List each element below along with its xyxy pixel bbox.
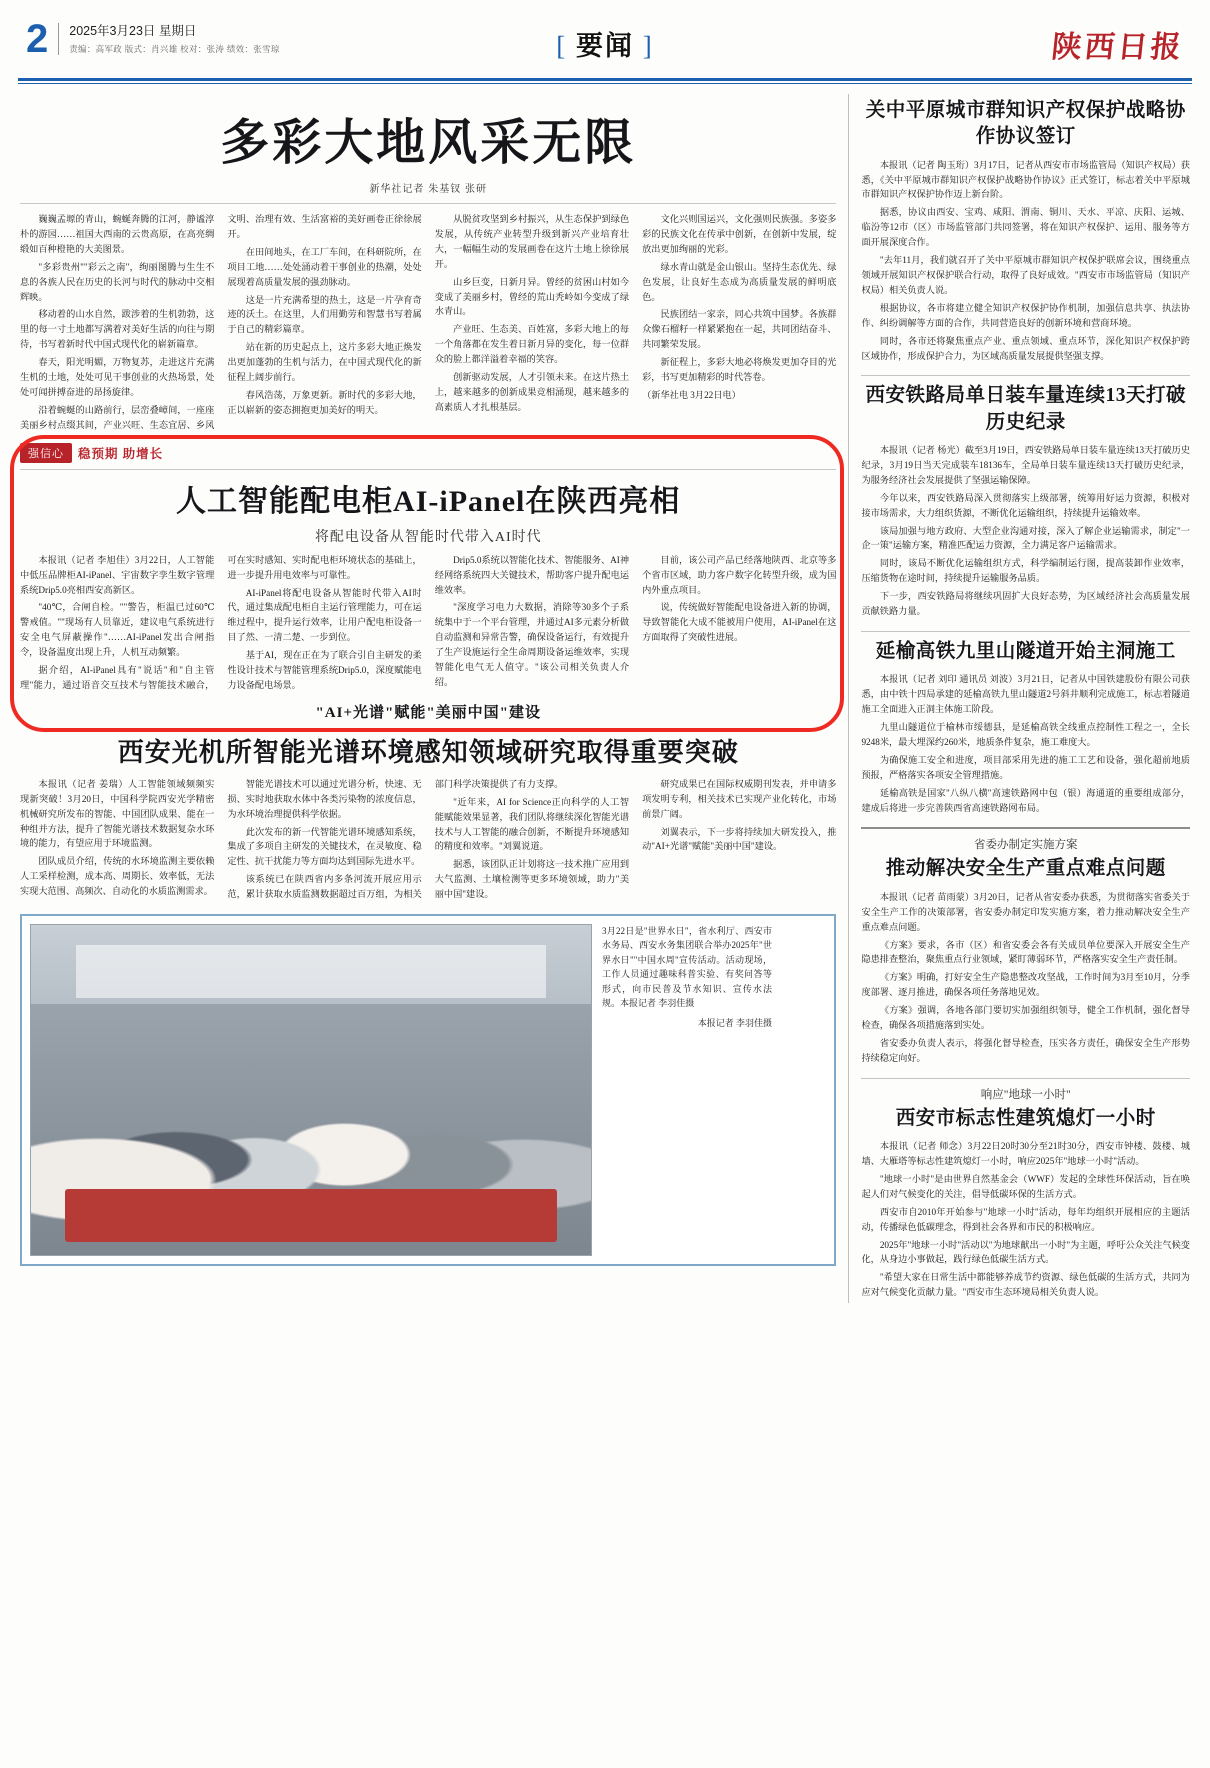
article-kicker: 省委办制定实施方案 (973, 839, 1078, 852)
paragraph: 同时，该局不断优化运输组织方式，科学编制运行图，提高装卸作业效率，压缩货物在途时间，持续提升运输服务品质。 (861, 558, 1190, 584)
kicker-tag-secondary: 稳预期 助增长 (78, 446, 164, 461)
news-photo (30, 924, 592, 1256)
paragraph: 《方案》要求，各市（区）和省安委会各有关成员单位要深入开展安全生产隐患排查整治，聚焦重点行业领域，紧盯薄弱环节，严格落实安全生产责任制。 (861, 939, 1190, 965)
paragraph: Drip5.0系统以智能化技术、智能服务、AI神经网络系统四大关键技术，帮助客户提升配电运维效率。 (434, 554, 630, 595)
paragraph: 《方案》明确，打好安全生产隐患整改攻坚战，工作时间为3月至10月，分季度部署、逐月推进，确保各项任务落地见效。 (861, 972, 1190, 998)
bracket-left: [ (556, 31, 568, 61)
paragraph: 春天，阳光明媚，万物复苏，走进这片充满生机的土地，处处可见干事创业的火热场景，处处可闻拼搏奋进的昂扬旋律。 (20, 357, 215, 397)
paragraph: "深度学习电力大数据，消除等30多个子系统集中于一个平台管理，并通过AI多元素分析做自动监测和异常告警，确保设备运行，有效提升了生产设施运行全生命周期设备运维效率，实现智能化电气无人值守。"该公司相关负责人介绍。 (434, 602, 630, 687)
spectrum-article-body (20, 777, 836, 902)
article-kicker (20, 443, 836, 463)
article-body (861, 1139, 1190, 1303)
ipanel-headline: 人工智能配电柜AI-iPanel在陕西亮相 (176, 484, 681, 518)
article-railway-record (861, 383, 1190, 622)
page-number: 2 (26, 17, 49, 61)
lead-byline: 新华社记者 朱基钗 张研 (369, 184, 487, 195)
paragraph: 文化兴则国运兴，文化强则民族强。多姿多彩的民族文化在传承中创新，在创新中发展，绽放出更加绚丽的光彩。 (642, 214, 837, 254)
left-column (20, 94, 836, 1303)
paragraph: 本报讯（记者 姜瑞）人工智能领域频频实现新突破！3月20日，中国科学院西安光学精密机械研究所发布的智能、中国团队成果、能在一种组并方法，提升了智能光谱技术数据复杂水环境的能力，有望应用于环境监测。 (20, 778, 215, 849)
paragraph: 《方案》强调，各地各部门要切实加强组织领导，健全工作机制，强化督导检查，确保各项措施落到实处。 (861, 1005, 1190, 1031)
photo-block (20, 914, 836, 1266)
paragraph: 目前，该公司产品已经落地陕西、北京等多个省市区域，助力客户数字化转型升级，成为国内外重点项目。 (642, 554, 837, 595)
article-body (861, 443, 1190, 622)
paragraph: 说，传统做好智能配电设备进入新的协调，导致智能化大成不能被用户使用，AI-iPanel在这方面取得了突破性进展。 (642, 602, 837, 643)
ipanel-footer-heading: "AI+光谱"赋能"美丽中国"建设 (315, 704, 541, 721)
paragraph: 为确保施工安全和进度，项目部采用先进的施工工艺和设备，强化超前地质预报，严格落实各项安全管理措施。 (861, 754, 1190, 780)
date-block (58, 23, 279, 55)
paragraph: 这是一片充满希望的热土，这是一片孕育奇迹的沃土。在这里，人们用勤劳和智慧书写着属于自己的精彩篇章。 (227, 294, 422, 335)
paragraph: "多彩贵州""彩云之南"，绚丽图腾与生生不息的各族人民在历史的长河与时代的脉动中交相辉映。 (20, 261, 215, 302)
paragraph: 在田间地头，在工厂车间，在科研院所，在项目工地……处处涌动着干事创业的热潮，处处展现着高质量发展的强劲脉动。 (227, 246, 422, 287)
article-ip-protection (861, 98, 1190, 366)
section-name: 要闻 (576, 31, 634, 61)
article-body (861, 672, 1190, 818)
paragraph: 新征程上，多彩大地必将焕发更加夺目的光彩，书写更加精彩的时代答卷。 (642, 357, 837, 383)
article-kicker: 响应"地球一小时" (980, 1088, 1071, 1101)
paragraph: 山乡巨变，日新月异。曾经的贫困山村如今变成了美丽乡村，曾经的荒山秃岭如今变成了绿水青山。 (434, 276, 630, 317)
paragraph: "近年来，AI for Science正向科学的人工智能赋能效果显著，我们团队将继续深化智能光谱技术与人工智能的融合创新，不断提升环境感知的精度和效率。"刘翼说道。 (434, 796, 630, 852)
article-safety-production (861, 836, 1190, 1068)
paragraph: 沿着蜿蜒的山路前行，层峦叠嶂间，一座座美丽乡村点缀其间，产业兴旺、生态宜居、乡风文明、治理有效、生活富裕的美好画卷正徐徐展开。 (20, 214, 422, 430)
paragraph: 该系统已在陕西省内多条河流开展应用示范，累计获取水质监测数据超过百万组，为相关部门科学决策提供了有力支撑。 (227, 778, 564, 900)
page-content (0, 84, 1210, 1303)
kicker-tag: 强信心 (20, 443, 72, 463)
paragraph: 根据协议，各市将建立健全知识产权保护协作机制，加强信息共享、执法协作、纠纷调解等方面的合作，共同营造良好的创新环境和营商环境。 (861, 302, 1190, 328)
paragraph: 延榆高铁是国家"八纵八横"高速铁路网中包（银）海通道的重要组成部分，建成后将进一步完善陕西省高速铁路网布局。 (861, 787, 1190, 813)
paragraph: 本报讯（记者 刘印 通讯员 刘波）3月21日，记者从中国铁建股份有限公司获悉，由中铁十四局承建的延榆高铁九里山隧道2号斜井顺利完成施工，标志着隧道施工全面进入正洞主体施工阶段。 (861, 674, 1190, 715)
paragraph: 本报讯（记者 师念）3月22日20时30分至21时30分，西安市钟楼、鼓楼、城墙、大雁塔等标志性建筑熄灯一小时，响应2025年"地球一小时"活动。 (861, 1141, 1190, 1166)
paragraph: 今年以来，西安铁路局深入贯彻落实上级部署，统筹用好运力资源，积极对接市场需求，大力组织货源，不断优化运输组织，持续提升运输效率。 (861, 492, 1190, 518)
section-title (556, 24, 654, 63)
photo-caption-wrap (602, 924, 772, 1256)
paragraph: 本报讯（记者 李旭佳）3月22日，人工智能中低压品牌柜AI-iPanel、宇宙数字孪生数字管理系统Drip5.0亮相西安高新区。 (20, 554, 215, 595)
paragraph: 据悉，协议由西安、宝鸡、咸阳、渭南、铜川、天水、平凉、庆阳、运城、临汾等12市（区）市场监管部门共同签署，将在知识产权保护、运用、服务等方面开展深度合作。 (861, 207, 1190, 248)
article-headline: 西安铁路局单日装车量连续13天打破历史纪录 (865, 385, 1186, 433)
paragraph: 九里山隧道位于榆林市绥德县，是延榆高铁全线重点控制性工程之一，全长9248米，最大埋深约260米，地质条件复杂，施工难度大。 (861, 722, 1190, 747)
paragraph: 研究成果已在国际权威期刊发表，并申请多项发明专利，相关技术已实现产业化转化，市场前景广阔。 (642, 778, 837, 819)
paragraph: 绿水青山就是金山银山。坚持生态优先、绿色发展，让良好生态成为高质量发展的鲜明底色。 (642, 261, 837, 302)
paragraph: 本报讯（记者 陶玉珩）3月17日，记者从西安市市场监管局（知识产权局）获悉，《关中平原城市群知识产权保护战略协作协议》正式签订，标志着关中平原城市群知识产权保护协作迈上新台阶。 (861, 159, 1190, 200)
paragraph: 2025年"地球一小时"活动以"为地球献出一小时"为主题，呼吁公众关注气候变化，从身边小事做起，践行绿色低碳生活方式。 (861, 1239, 1190, 1265)
paragraph: 同时，各市还将聚焦重点产业、重点领域、重点环节，深化知识产权保护跨区域协作，形成保护合力，为区域高质量发展提供坚强支撑。 (861, 335, 1190, 361)
ipanel-article-body (20, 553, 836, 693)
photo-table (65, 1189, 558, 1242)
paragraph: 本报讯（记者 苗雨蒙）3月20日，记者从省安委办获悉，为贯彻落实省委关于安全生产工作的决策部署，省安委办制定印发实施方案，着力推动解决安全生产重点难点问题。 (861, 891, 1190, 932)
photo-credit: 本报记者 李羽佳摄 (697, 1018, 772, 1029)
paragraph: 移动着的山水自然，跋涉着的生机勃勃，这里的每一寸土地都写满着对美好生活的向往与期待，书写着新时代中国式现代化的崭新篇章。 (20, 309, 215, 350)
paragraph: 本报讯（记者 杨光）截至3月19日，西安铁路局单日装车量连续13天打破历史纪录，3月19日当天完成装车18136车，全局单日装车量连续13天打破历史纪录，为服务经济社会发展提供了坚强运输保障。 (861, 445, 1190, 485)
article-headline: 推动解决安全生产重点难点问题 (885, 858, 1166, 880)
paragraph: "去年11月，我们就召开了关中平原城市群知识产权保护联席会议，围绕重点领域开展知识产权保护联合行动，取得了良好成效。"西安市市场监管局（知识产权局）相关负责人说。 (861, 255, 1190, 295)
photo-caption: 3月22日是"世界水日"，省水利厅、西安市水务局、西安水务集团联合举办2025年"世界水日""中国水周"宣传活动。活动现场，工作人员通过趣味科普实验、有奖问答等形式，向市民普及节水知识、宣传水法规。本报记者 李羽佳摄 (602, 926, 772, 1009)
article-headline: 西安市标志性建筑熄灯一小时 (895, 1107, 1156, 1129)
divider (20, 203, 836, 204)
paragraph: 从脱贫攻坚到乡村振兴，从生态保护到绿色发展，从传统产业转型升级到新兴产业培育壮大，一幅幅生动的发展画卷在这片土地上徐徐展开。 (434, 214, 630, 269)
paragraph: AI-iPanel将配电设备从智能时代带入AI时代，通过集成配电柜自主运行管理能力，可在运维过程中，提升运行效率，让用户配电柜设备一目了然、一清二楚、一步到位。 (227, 587, 422, 643)
paragraph: 春风浩荡，万象更新。新时代的多彩大地，正以崭新的姿态拥抱更加美好的明天。 (227, 389, 422, 415)
paragraph: 站在新的历史起点上，这片多彩大地正焕发出更加蓬勃的生机与活力，在中国式现代化的新征程上阔步前行。 (227, 342, 422, 383)
paragraph: "地球一小时"是由世界自然基金会（WWF）发起的全球性环保活动，旨在唤起人们对气候变化的关注，倡导低碳环保的生活方式。 (861, 1173, 1190, 1199)
highlighted-article (20, 443, 836, 722)
paragraph: 创新驱动发展，人才引领未来。在这片热土上，越来越多的创新成果竞相涌现，越来越多的高素质人才扎根基层。 (434, 372, 630, 412)
divider (20, 469, 836, 470)
paragraph: 智能光谱技术可以通过光谱分析，快速、无损、实时地获取水体中各类污染物的浓度信息，为水环境治理提供科学依据。 (227, 778, 422, 819)
paragraph: 产业旺、生态美、百姓富，多彩大地上的每一个角落都在发生着日新月异的变化，每一位群众的脸上都洋溢着幸福的笑容。 (434, 324, 630, 365)
article-headline: 关中平原城市群知识产权保护战略协作协议签订 (865, 100, 1186, 148)
newspaper-brand: 陕西日报 (1049, 31, 1186, 64)
paragraph: "40℃，合闸自检。""警告，柜温已过60℃警戒值。""现场有人员靠近，建议电气系统进行安全电气屏蔽操作"……AI-iPanel发出合闸指令，设备温度出现上升，人机互动频繁。 (20, 602, 215, 658)
divider (861, 375, 1190, 376)
divider (861, 631, 1190, 632)
paragraph: 下一步，西安铁路局将继续巩固扩大良好态势，为区域经济社会高质量发展贡献铁路力量。 (861, 591, 1190, 617)
ipanel-subheadline: 将配电设备从智能时代带入AI时代 (314, 529, 542, 545)
dateline: （新华社电 3月22日电） (642, 389, 741, 400)
photo-banner (76, 945, 546, 998)
masthead (0, 0, 1210, 78)
lead-headline: 多彩大地风采无限 (220, 115, 637, 170)
paragraph: 民族团结一家亲，同心共筑中国梦。各族群众像石榴籽一样紧紧抱在一起，共同团结奋斗、共同繁荣发展。 (642, 309, 837, 350)
lead-article-body (20, 212, 836, 433)
paragraph: 基于AI，现在正在为了联合引自主研发的柔性设计技术与智能管理系统Drip5.0，深度赋能电力设备配电场景。 (227, 650, 422, 690)
paragraph: 巍巍孟塬的青山，蜿蜒奔腾的江河，静谧淳朴的游园……祖国大西南的云贵高原，在高亮绸缎如百种橙艳的大美图景。 (20, 214, 215, 254)
paragraph: 该局加强与地方政府、大型企业沟通对接，深入了解企业运输需求，制定"一企一策"运输方案，精准匹配运力资源，全力满足客户运输需求。 (861, 525, 1190, 551)
bracket-right: ] (642, 31, 654, 61)
paragraph: 据悉，该团队正计划将这一技术推广应用到大气监测、土壤检测等更多环境领域，助力"美丽中国"建设。 (434, 859, 630, 900)
publication-date: 2025年3月23日 星期日 (69, 23, 197, 38)
paragraph: 西安市自2010年开始参与"地球一小时"活动，每年均组织开展相应的主题活动，传播绿色低碳理念，得到社会各界和市民的积极响应。 (861, 1206, 1190, 1232)
spectrum-headline: 西安光机所智能光谱环境感知领域研究取得重要突破 (117, 737, 739, 767)
paragraph: 此次发布的新一代智能光谱环境感知系统，集成了多项自主研发的关键技术，在灵敏度、稳定性、抗干扰能力等方面均达到国际先进水平。 (227, 826, 422, 867)
paragraph: "希望大家在日常生活中都能够养成节约资源、绿色低碳的生活方式，共同为应对气候变化贡献力量。"西安市生态环境局相关负责人说。 (861, 1272, 1190, 1298)
article-tunnel-construction (861, 639, 1190, 818)
paragraph: 刘翼表示，下一步将持续加大研发投入，推动"AI+光谱"赋能"美丽中国"建设。 (642, 826, 837, 852)
editors-credit: 责编：高军政 版式：肖兴雄 校对：张涛 绩效：张雪琼 (69, 43, 280, 54)
article-body (861, 158, 1190, 367)
article-headline: 延榆高铁九里山隧道开始主洞施工 (875, 641, 1176, 662)
article-body (861, 890, 1190, 1069)
divider (861, 827, 1190, 829)
right-column (848, 94, 1190, 1303)
divider (861, 1078, 1190, 1079)
article-earth-hour (861, 1086, 1190, 1303)
header-rule (18, 78, 1192, 81)
paragraph: 团队成员介绍，传统的水环境监测主要依赖人工采样检测，成本高、周期长、效率低，无法实现大范围、高频次、自动化的水质监测需求。 (20, 856, 215, 897)
paragraph: 据介绍，AI-iPanel具有"说话"和"自主管理"能力，通过语音交互技术与智能技术融合，可在实时感知、实时配电柜环境状态的基础上，进一步提升用电效率与可靠性。 (20, 554, 422, 690)
paragraph: 省安委办负责人表示，将强化督导检查，压实各方责任，确保安全生产形势持续稳定向好。 (861, 1037, 1190, 1063)
